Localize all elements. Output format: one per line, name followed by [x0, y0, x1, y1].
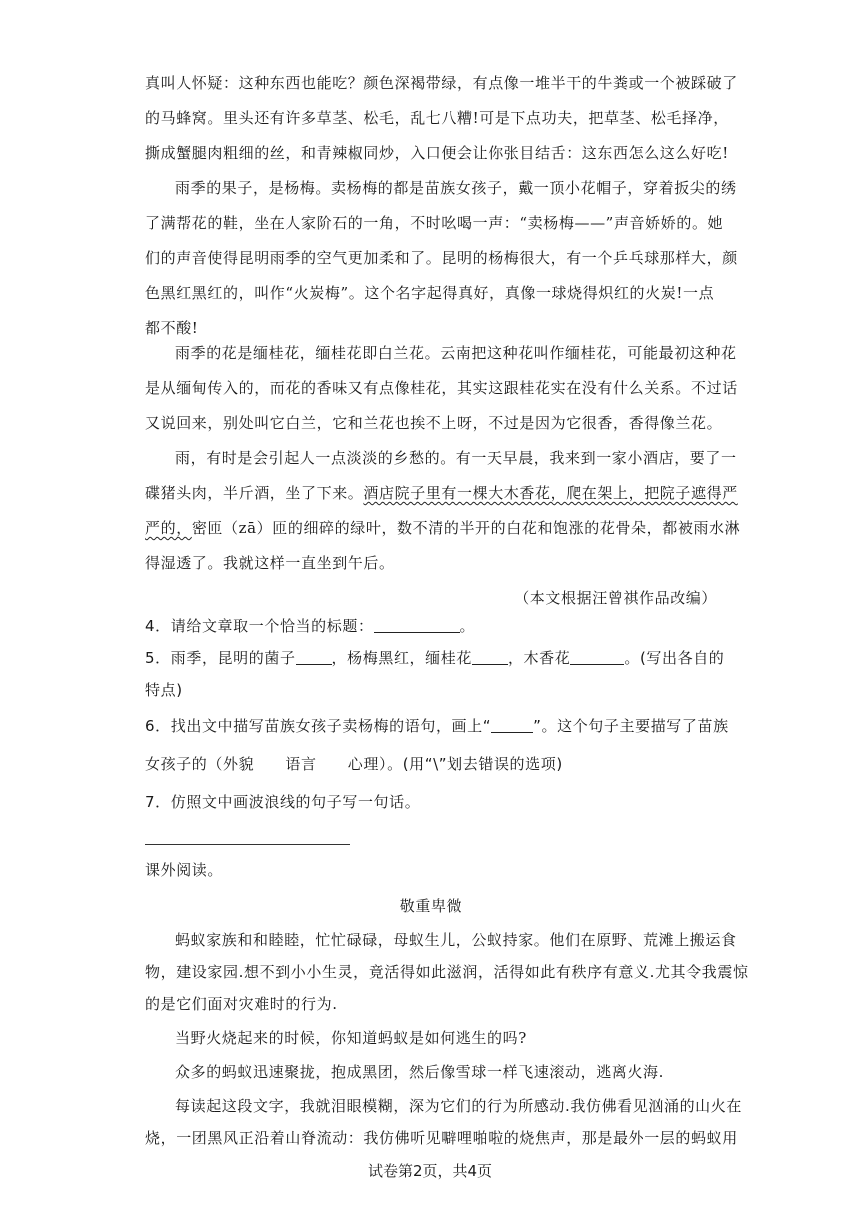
- answer-blank[interactable]: [472, 650, 508, 665]
- passage-line: 雨季的果子，是杨梅。卖杨梅的都是苗族女孩子，戴一顶小花帽子，穿着扳尖的绣: [175, 179, 737, 197]
- passage-line: 众多的蚂蚁迅速聚拢，抱成黑团，然后像雪球一样飞速滚动，逃离火海.: [175, 1063, 664, 1081]
- answer-blank[interactable]: [491, 718, 533, 733]
- passage-line: 们的声音使得昆明雨季的空气更加柔和了。昆明的杨梅很大，有一个乒乓球那样大，颜: [145, 249, 738, 267]
- question-5: [145, 648, 725, 668]
- passage-line: 雨，有时是会引起人一点淡淡的乡愁的。有一天早晨，我来到一家小酒店，要了一: [175, 449, 737, 467]
- passage-line: [145, 518, 741, 538]
- passage-line: 都不酸!: [145, 319, 199, 337]
- section-label: 课外阅读。: [145, 861, 224, 879]
- passage-line: 又说回来，别处叫它白兰，它和兰花也挨不上呀，不过是因为它很香，香得像兰花。: [145, 414, 723, 432]
- passage-line: 物，建设家园.想不到小小生灵，竟活得如此滋润，活得如此有秩序有意义.尤其令我震惊: [145, 963, 749, 981]
- page-footer: 试卷第2页，共4页: [367, 1162, 493, 1180]
- question-7: 7．仿照文中画波浪线的句子写一句话。: [145, 793, 421, 811]
- question-text: 6．找出文中描写苗族女孩子卖杨梅的语句，画上“: [145, 717, 492, 735]
- question-5-cont: 特点): [145, 681, 183, 699]
- passage-line: 蚂蚁家族和和睦睦，忙忙碌碌，母蚁生儿，公蚁持家。他们在原野、荒滩上搬运食: [175, 931, 737, 949]
- answer-line[interactable]: [145, 844, 350, 845]
- passage-line: 得湿透了。我就这样一直坐到午后。: [145, 554, 395, 572]
- answer-blank[interactable]: [374, 618, 460, 633]
- passage-line: 当野火烧起来的时候，你知道蚂蚁是如何逃生的吗?: [175, 1029, 527, 1047]
- wavy-underlined-sentence: 严的，: [145, 519, 192, 537]
- wavy-underlined-sentence: 酒店院子里有一棵大木香花，爬在架上，把院子遮得严: [363, 484, 738, 502]
- question-text: ，杨梅黑红，缅桂花: [331, 649, 472, 667]
- plain-text: 碟猪头肉，半斤酒，坐了下来。: [145, 484, 364, 502]
- question-text: 5．雨季，昆明的菌子: [145, 649, 296, 667]
- question-text: 4．请给文章取一个恰当的标题：: [145, 617, 374, 635]
- question-text: 。: [459, 617, 476, 635]
- plain-text: 密匝（zā）匝的细碎的绿叶，数不清的半开的白花和饱涨的花骨朵，都被雨水淋: [191, 519, 741, 537]
- passage-line: 撕成蟹腿肉粗细的丝，和青辣椒同炒，入口便会让你张目结舌：这东西怎么这么好吃!: [145, 144, 729, 162]
- passage-line: 的是它们面对灾难时的行为.: [145, 995, 338, 1013]
- passage-line: 是从缅甸传入的，而花的香味又有点像桂花，其实这跟桂花实在没有什么关系。不过话: [145, 379, 738, 397]
- passage-title: 敬重卑微: [399, 897, 463, 915]
- question-6-cont: 女孩子的（外貌 语言 心理）。(用“\”划去错误的选项): [145, 755, 563, 773]
- passage-line: 真叫人怀疑：这种东西也能吃？颜色深褐带绿，有点像一堆半干的牛粪或一个被踩破了: [145, 74, 738, 92]
- passage-line: 的马蜂窝。里头还有许多草茎、松毛，乱七八糟!可是下点功夫，把草茎、松毛择净，: [145, 109, 729, 127]
- passage-line: 了满帮花的鞋，坐在人家阶石的一角，不时吆喝一声：“卖杨梅——”声音娇娇的。她: [145, 214, 724, 232]
- passage-line: [145, 483, 738, 503]
- question-text: ，木香花: [507, 649, 571, 667]
- source-note: （本文根据汪曾祺作品改编）: [514, 589, 717, 607]
- answer-blank[interactable]: [570, 650, 624, 665]
- passage-line: 雨季的花是缅桂花，缅桂花即白兰花。云南把这种花叫作缅桂花，可能最初这种花: [175, 344, 737, 362]
- question-6: [145, 716, 729, 736]
- question-text: ”。这个句子主要描写了苗族: [533, 717, 729, 735]
- answer-blank[interactable]: [296, 650, 332, 665]
- passage-line: 色黑红黑红的，叫作“火炭梅”。这个名字起得真好，真像一球烧得炽红的火炭!一点: [145, 284, 715, 302]
- question-4: [145, 616, 717, 636]
- passage-line: 烧，一团黑风正沿着山脊流动：我仿佛听见噼哩啪啦的烧焦声，那是最外一层的蚂蚁用: [145, 1129, 738, 1147]
- passage-line: 每读起这段文字，我就泪眼模糊，深为它们的行为所感动.我仿佛看见汹涌的山火在: [175, 1097, 742, 1115]
- question-text: 。(写出各自的: [624, 649, 725, 667]
